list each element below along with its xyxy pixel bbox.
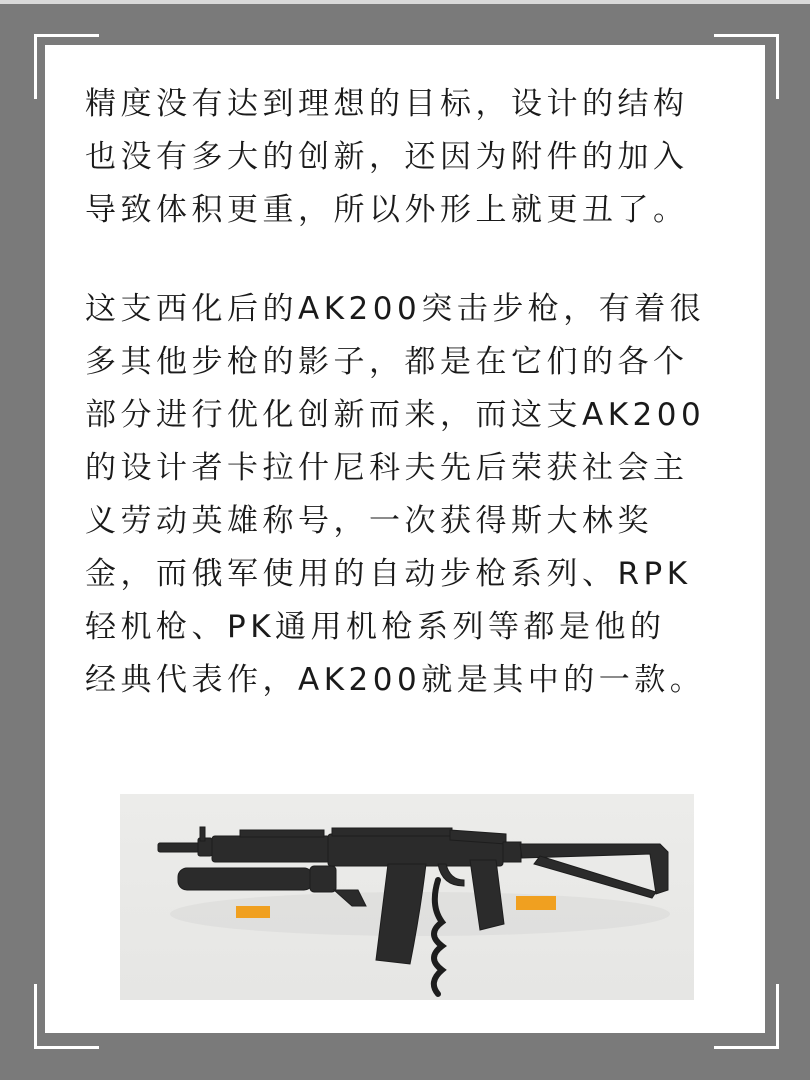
rifle-photo bbox=[120, 794, 694, 1000]
top-strip bbox=[0, 0, 810, 4]
paragraph-1: 精度没有达到理想的目标，设计的结构 也没有多大的创新，还因为附件的加入 导致体积更重，所以外形上就更丑了。 bbox=[85, 86, 689, 228]
paragraph-2: 这支西化后的AK200突击步枪，有着很 多其他步枪的影子，都是在它们的各个 部分进行优化创新而来，而这支AK200 的设计者卡拉什尼科夫先后荣获社会主 义劳动英雄称号，一次获得斯大林奖 金，而俄军使用的自动步枪系列、RPK 轻机枪、PK通用机枪系列等都是他的 经典代表作，AK200就是其中的一款。 bbox=[85, 291, 706, 698]
rifle-illustration bbox=[120, 794, 694, 1000]
info-placard-right bbox=[516, 896, 556, 910]
info-placard-left bbox=[236, 906, 270, 918]
corner-bracket-bottom-left bbox=[34, 984, 99, 1049]
corner-bracket-bottom-right bbox=[714, 984, 779, 1049]
